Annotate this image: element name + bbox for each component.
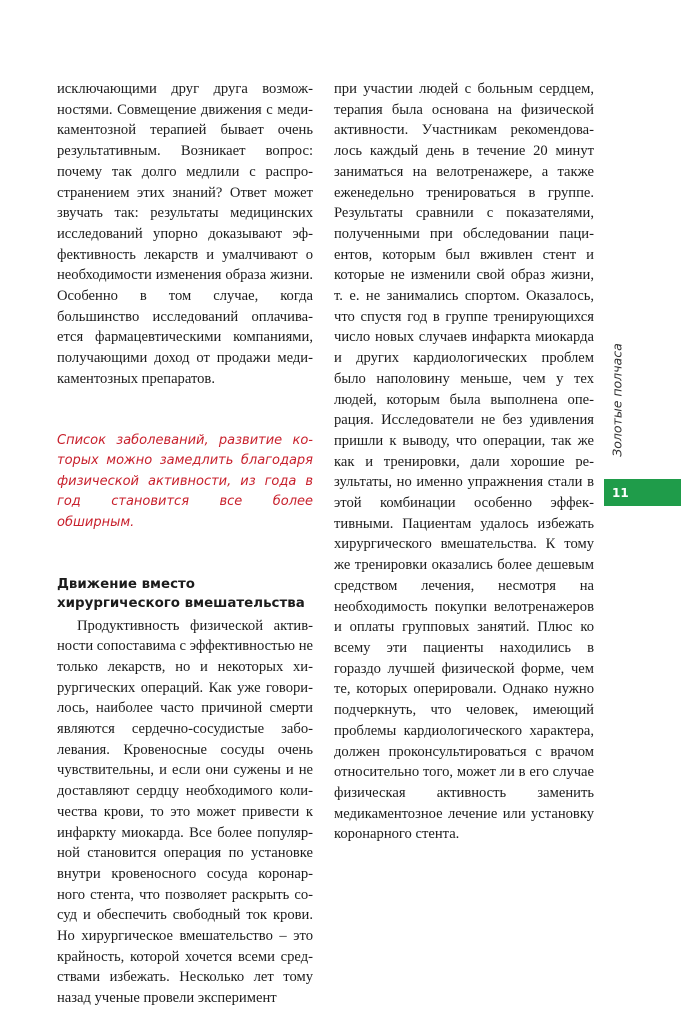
page-number: 11 bbox=[612, 485, 629, 500]
running-head-title bbox=[610, 330, 624, 470]
running-head-text: Золотые полчаса bbox=[609, 343, 625, 457]
body-paragraph: исключающими друг друга возможностями. Совмещение движения с медикаментозной терапией бывает очень результативным. Возникает вопрос: почему так долго медлили с распространением этих знаний? Ответ может звучать так: результаты медицинских исследований упорно доказывают эффективность лекарств и умалчивают о необходимости изменения образа жизни. Особенно в том случае, когда большинство исследований оплачивается фармацевтическими компаниями, получающими доход от продажи медикаментозных препаратов. bbox=[57, 81, 313, 387]
section-heading: Движение вместо хирургического вмешательства bbox=[57, 576, 305, 611]
page-number-tab bbox=[604, 479, 681, 506]
right-column bbox=[334, 79, 594, 845]
body-paragraph: при участии людей с больным сердцем, терапия была основана на физической активности. Участникам рекомендовалось каждый день в течение 20 минут заниматься на велотренажере, а также еженедельно тренироваться в группе. Результаты сравнили с показателями, полученными при обследовании пациентов, которым был вживлен стент и которые не изменили свой образ жизни, т. е. не занимались спортом. Оказалось, что спустя год в группе тренирующихся число новых случаев инфаркта миокарда и других кардиологических проблем было наполовину меньше, чем у тех людей, которым была выполнена операция. Исследователи не без удивления пришли к выводу, что операции, так же как и тренировки, дали хорошие результаты, но именно упражнения стали в этой комбинации особенно эффективными. Пациентам удалось избежать хирургического вмешательства. К тому же тренировки оказались более дешевым средством лечения, несмотря на необходимость покупки велотренажеров и оплаты групповых занятий. Плюс ко всему эти пациенты находились в гораздо лучшей физической форме, чем те, которых оперировали. Однако нужно подчеркнуть, что человек, имеющий проблемы кардиологического характера, должен проконсультироваться с врачом относительно того, может ли в его случае физическая активность заменить медикаментозное лечение или установку коронарного стента. bbox=[334, 81, 594, 843]
pull-quote: Список заболеваний, развитие которых можно замедлить благодаря физической активности, из года в год становится все более обширным. bbox=[57, 432, 313, 530]
body-paragraph: Продуктивность физической активности сопоставима с эффективностью не только лекарств, но и некоторых хирургических операций. Как уже говорилось, наиболее часто причиной смерти являются сердечно-сосудистые заболевания. Кровеносные сосуды очень чувствительны, и если они сужены и не доставляют сердцу необходимого количества крови, то это может привести к инфаркту миокарда. Все более популярной становится операция по установке внутри кровеносного сосуда коронарного стента, что позволяет раскрыть сосуд и обеспечить свободный ток крови. Но хирургическое вмешательство – это крайность, которой хочется всеми средствами избежать. Несколько лет тому назад ученые провели эксперимент bbox=[57, 617, 313, 1007]
left-column bbox=[57, 79, 313, 1009]
